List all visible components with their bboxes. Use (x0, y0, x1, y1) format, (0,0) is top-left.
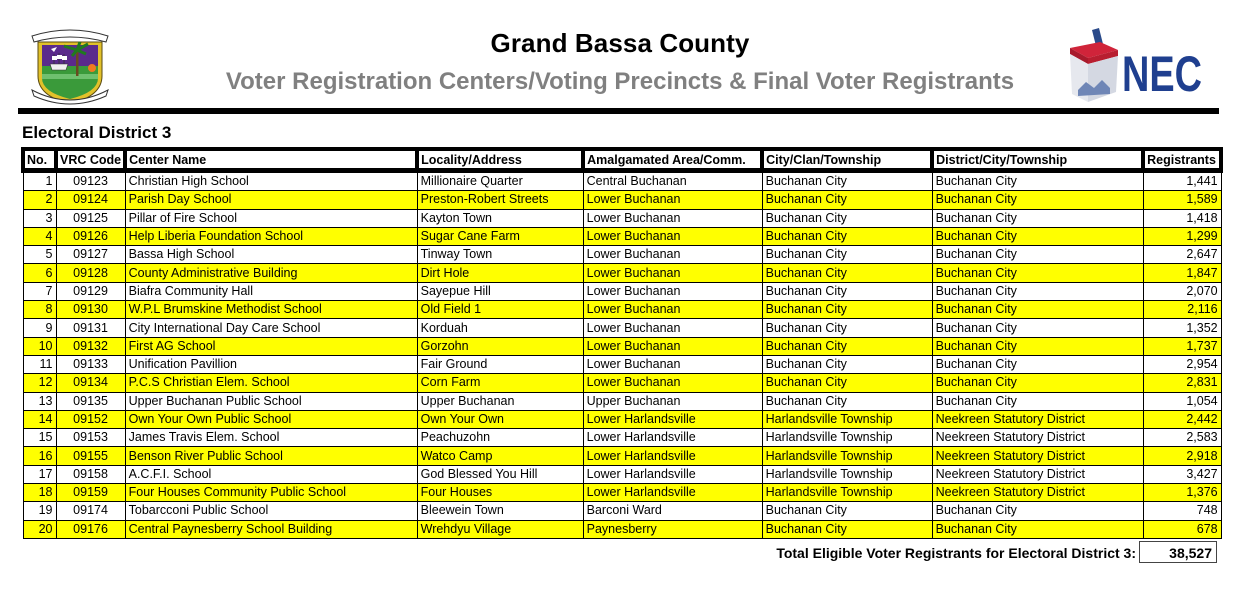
cell-district-city-township: Buchanan City (932, 282, 1143, 300)
cell-city-clan-township: Buchanan City (762, 209, 932, 227)
cell-no: 9 (23, 319, 56, 337)
cell-district-city-township: Buchanan City (932, 374, 1143, 392)
cell-vrc-code: 09126 (56, 227, 125, 245)
cell-registrants: 2,918 (1143, 447, 1221, 465)
column-header-district-city-township: District/City/Township (932, 149, 1143, 171)
cell-center-name: Four Houses Community Public School (125, 484, 417, 502)
cell-district-city-township: Buchanan City (932, 520, 1143, 538)
cell-district-city-township: Neekreen Statutory District (932, 447, 1143, 465)
cell-center-name: Pillar of Fire School (125, 209, 417, 227)
cell-vrc-code: 09152 (56, 410, 125, 428)
cell-no: 4 (23, 227, 56, 245)
column-header-locality: Locality/Address (417, 149, 583, 171)
cell-amalgamated-area: Lower Buchanan (583, 355, 762, 373)
cell-city-clan-township: Buchanan City (762, 502, 932, 520)
cell-locality: Gorzohn (417, 337, 583, 355)
cell-locality: Kayton Town (417, 209, 583, 227)
page-header (0, 0, 1240, 115)
cell-registrants: 2,116 (1143, 301, 1221, 319)
cell-district-city-township: Buchanan City (932, 227, 1143, 245)
cell-registrants: 1,589 (1143, 191, 1221, 209)
cell-no: 14 (23, 410, 56, 428)
cell-registrants: 2,954 (1143, 355, 1221, 373)
cell-no: 15 (23, 429, 56, 447)
cell-amalgamated-area: Lower Buchanan (583, 227, 762, 245)
registration-centers-table (21, 147, 1223, 539)
cell-locality: Sayepue Hill (417, 282, 583, 300)
cell-city-clan-township: Harlandsville Township (762, 465, 932, 483)
cell-registrants: 1,737 (1143, 337, 1221, 355)
cell-district-city-township: Buchanan City (932, 392, 1143, 410)
cell-city-clan-township: Harlandsville Township (762, 484, 932, 502)
cell-no: 16 (23, 447, 56, 465)
cell-center-name: Central Paynesberry School Building (125, 520, 417, 538)
cell-vrc-code: 09123 (56, 171, 125, 191)
cell-amalgamated-area: Lower Buchanan (583, 337, 762, 355)
cell-locality: Four Houses (417, 484, 583, 502)
cell-amalgamated-area: Lower Harlandsville (583, 484, 762, 502)
cell-amalgamated-area: Paynesberry (583, 520, 762, 538)
cell-center-name: City International Day Care School (125, 319, 417, 337)
cell-center-name: County Administrative Building (125, 264, 417, 282)
cell-locality: Own Your Own (417, 410, 583, 428)
cell-district-city-township: Neekreen Statutory District (932, 429, 1143, 447)
cell-locality: Korduah (417, 319, 583, 337)
total-value: 38,527 (1139, 541, 1217, 563)
cell-district-city-township: Neekreen Statutory District (932, 484, 1143, 502)
table-row (23, 337, 1221, 355)
cell-registrants: 748 (1143, 502, 1221, 520)
table-row (23, 502, 1221, 520)
total-label: Total Eligible Voter Registrants for Electoral District 3: (776, 545, 1136, 561)
table-row (23, 355, 1221, 373)
cell-vrc-code: 09124 (56, 191, 125, 209)
cell-center-name: Bassa High School (125, 246, 417, 264)
cell-district-city-township: Buchanan City (932, 337, 1143, 355)
column-header-no: No. (23, 149, 56, 171)
cell-center-name: Upper Buchanan Public School (125, 392, 417, 410)
cell-no: 13 (23, 392, 56, 410)
cell-city-clan-township: Buchanan City (762, 392, 932, 410)
cell-amalgamated-area: Central Buchanan (583, 171, 762, 191)
table-row (23, 319, 1221, 337)
cell-registrants: 1,441 (1143, 171, 1221, 191)
cell-city-clan-township: Harlandsville Township (762, 410, 932, 428)
cell-amalgamated-area: Lower Buchanan (583, 191, 762, 209)
cell-locality: Preston-Robert Streets (417, 191, 583, 209)
cell-locality: Upper Buchanan (417, 392, 583, 410)
cell-center-name: W.P.L Brumskine Methodist School (125, 301, 417, 319)
cell-registrants: 1,352 (1143, 319, 1221, 337)
cell-vrc-code: 09176 (56, 520, 125, 538)
cell-district-city-township: Buchanan City (932, 319, 1143, 337)
cell-locality: Wrehdyu Village (417, 520, 583, 538)
page-subtitle: Voter Registration Centers/Voting Precincts & Final Voter Registrants (225, 68, 1015, 95)
cell-no: 8 (23, 301, 56, 319)
cell-city-clan-township: Buchanan City (762, 520, 932, 538)
cell-center-name: P.C.S Christian Elem. School (125, 374, 417, 392)
table-header-row (23, 149, 1221, 171)
cell-vrc-code: 09131 (56, 319, 125, 337)
cell-vrc-code: 09134 (56, 374, 125, 392)
cell-amalgamated-area: Lower Buchanan (583, 319, 762, 337)
cell-no: 12 (23, 374, 56, 392)
cell-registrants: 3,427 (1143, 465, 1221, 483)
cell-vrc-code: 09155 (56, 447, 125, 465)
cell-registrants: 1,054 (1143, 392, 1221, 410)
cell-vrc-code: 09135 (56, 392, 125, 410)
cell-locality: Millionaire Quarter (417, 171, 583, 191)
cell-locality: Fair Ground (417, 355, 583, 373)
cell-amalgamated-area: Lower Harlandsville (583, 447, 762, 465)
cell-no: 2 (23, 191, 56, 209)
cell-district-city-township: Neekreen Statutory District (932, 465, 1143, 483)
cell-locality: Sugar Cane Farm (417, 227, 583, 245)
cell-district-city-township: Buchanan City (932, 171, 1143, 191)
cell-vrc-code: 09125 (56, 209, 125, 227)
table-row (23, 374, 1221, 392)
cell-district-city-township: Buchanan City (932, 264, 1143, 282)
cell-locality: Tinway Town (417, 246, 583, 264)
table-row (23, 246, 1221, 264)
nec-logo-icon (1066, 28, 1206, 104)
cell-center-name: Help Liberia Foundation School (125, 227, 417, 245)
cell-no: 17 (23, 465, 56, 483)
cell-no: 11 (23, 355, 56, 373)
cell-district-city-township: Buchanan City (932, 209, 1143, 227)
cell-vrc-code: 09127 (56, 246, 125, 264)
cell-no: 19 (23, 502, 56, 520)
cell-city-clan-township: Buchanan City (762, 374, 932, 392)
cell-vrc-code: 09159 (56, 484, 125, 502)
cell-locality: Dirt Hole (417, 264, 583, 282)
table-row (23, 171, 1221, 191)
cell-city-clan-township: Harlandsville Township (762, 447, 932, 465)
column-header-registrants: Registrants (1143, 149, 1221, 171)
cell-center-name: James Travis Elem. School (125, 429, 417, 447)
cell-amalgamated-area: Lower Buchanan (583, 282, 762, 300)
cell-locality: God Blessed You Hill (417, 465, 583, 483)
cell-district-city-township: Buchanan City (932, 191, 1143, 209)
table-row (23, 227, 1221, 245)
cell-registrants: 2,442 (1143, 410, 1221, 428)
cell-no: 7 (23, 282, 56, 300)
table-row (23, 484, 1221, 502)
cell-center-name: Unification Pavillion (125, 355, 417, 373)
cell-amalgamated-area: Lower Buchanan (583, 301, 762, 319)
cell-vrc-code: 09133 (56, 355, 125, 373)
cell-registrants: 2,583 (1143, 429, 1221, 447)
cell-district-city-township: Buchanan City (932, 301, 1143, 319)
cell-no: 5 (23, 246, 56, 264)
table-body (23, 171, 1221, 539)
cell-registrants: 2,070 (1143, 282, 1221, 300)
cell-amalgamated-area: Lower Buchanan (583, 246, 762, 264)
cell-city-clan-township: Buchanan City (762, 246, 932, 264)
cell-city-clan-township: Buchanan City (762, 171, 932, 191)
cell-no: 10 (23, 337, 56, 355)
cell-no: 1 (23, 171, 56, 191)
cell-city-clan-township: Harlandsville Township (762, 429, 932, 447)
cell-amalgamated-area: Lower Harlandsville (583, 429, 762, 447)
cell-registrants: 2,831 (1143, 374, 1221, 392)
cell-center-name: Own Your Own Public School (125, 410, 417, 428)
cell-amalgamated-area: Barconi Ward (583, 502, 762, 520)
page-title: Grand Bassa County (490, 28, 750, 58)
cell-city-clan-township: Buchanan City (762, 191, 932, 209)
table-row (23, 282, 1221, 300)
cell-no: 6 (23, 264, 56, 282)
table-row (23, 465, 1221, 483)
cell-vrc-code: 09128 (56, 264, 125, 282)
column-header-center-name: Center Name (125, 149, 417, 171)
cell-vrc-code: 09132 (56, 337, 125, 355)
cell-amalgamated-area: Lower Harlandsville (583, 465, 762, 483)
cell-locality: Old Field 1 (417, 301, 583, 319)
cell-center-name: Christian High School (125, 171, 417, 191)
cell-district-city-township: Buchanan City (932, 355, 1143, 373)
cell-registrants: 1,847 (1143, 264, 1221, 282)
table-row (23, 264, 1221, 282)
cell-vrc-code: 09130 (56, 301, 125, 319)
cell-no: 20 (23, 520, 56, 538)
table-row (23, 209, 1221, 227)
cell-registrants: 1,418 (1143, 209, 1221, 227)
cell-city-clan-township: Buchanan City (762, 264, 932, 282)
cell-vrc-code: 09174 (56, 502, 125, 520)
table-row (23, 392, 1221, 410)
cell-center-name: Tobarcconi Public School (125, 502, 417, 520)
cell-center-name: Parish Day School (125, 191, 417, 209)
cell-center-name: Benson River Public School (125, 447, 417, 465)
cell-no: 18 (23, 484, 56, 502)
cell-amalgamated-area: Lower Buchanan (583, 209, 762, 227)
section-title: Electoral District 3 (22, 123, 172, 142)
table-row (23, 447, 1221, 465)
cell-city-clan-township: Buchanan City (762, 282, 932, 300)
table-row (23, 429, 1221, 447)
cell-locality: Peachuzohn (417, 429, 583, 447)
table-row (23, 410, 1221, 428)
table-row (23, 520, 1221, 538)
cell-city-clan-township: Buchanan City (762, 227, 932, 245)
cell-city-clan-township: Buchanan City (762, 337, 932, 355)
column-header-amalgamated-area: Amalgamated Area/Comm. (583, 149, 762, 171)
cell-vrc-code: 09153 (56, 429, 125, 447)
cell-amalgamated-area: Upper Buchanan (583, 392, 762, 410)
cell-center-name: A.C.F.I. School (125, 465, 417, 483)
cell-locality: Corn Farm (417, 374, 583, 392)
nec-logo-text: NEC (1122, 46, 1202, 102)
table-row (23, 191, 1221, 209)
cell-registrants: 1,299 (1143, 227, 1221, 245)
header-divider (18, 108, 1219, 114)
cell-amalgamated-area: Lower Harlandsville (583, 410, 762, 428)
cell-registrants: 678 (1143, 520, 1221, 538)
cell-district-city-township: Neekreen Statutory District (932, 410, 1143, 428)
cell-city-clan-township: Buchanan City (762, 355, 932, 373)
cell-city-clan-township: Buchanan City (762, 301, 932, 319)
cell-registrants: 2,647 (1143, 246, 1221, 264)
cell-center-name: First AG School (125, 337, 417, 355)
cell-district-city-township: Buchanan City (932, 502, 1143, 520)
cell-city-clan-township: Buchanan City (762, 319, 932, 337)
table-row (23, 301, 1221, 319)
column-header-city-clan-township: City/Clan/Township (762, 149, 932, 171)
cell-center-name: Biafra Community Hall (125, 282, 417, 300)
cell-locality: Watco Camp (417, 447, 583, 465)
cell-vrc-code: 09158 (56, 465, 125, 483)
cell-vrc-code: 09129 (56, 282, 125, 300)
column-header-vrc-code: VRC Code (56, 149, 125, 171)
cell-no: 3 (23, 209, 56, 227)
cell-amalgamated-area: Lower Buchanan (583, 374, 762, 392)
cell-district-city-township: Buchanan City (932, 246, 1143, 264)
cell-amalgamated-area: Lower Buchanan (583, 264, 762, 282)
cell-registrants: 1,376 (1143, 484, 1221, 502)
cell-locality: Bleewein Town (417, 502, 583, 520)
